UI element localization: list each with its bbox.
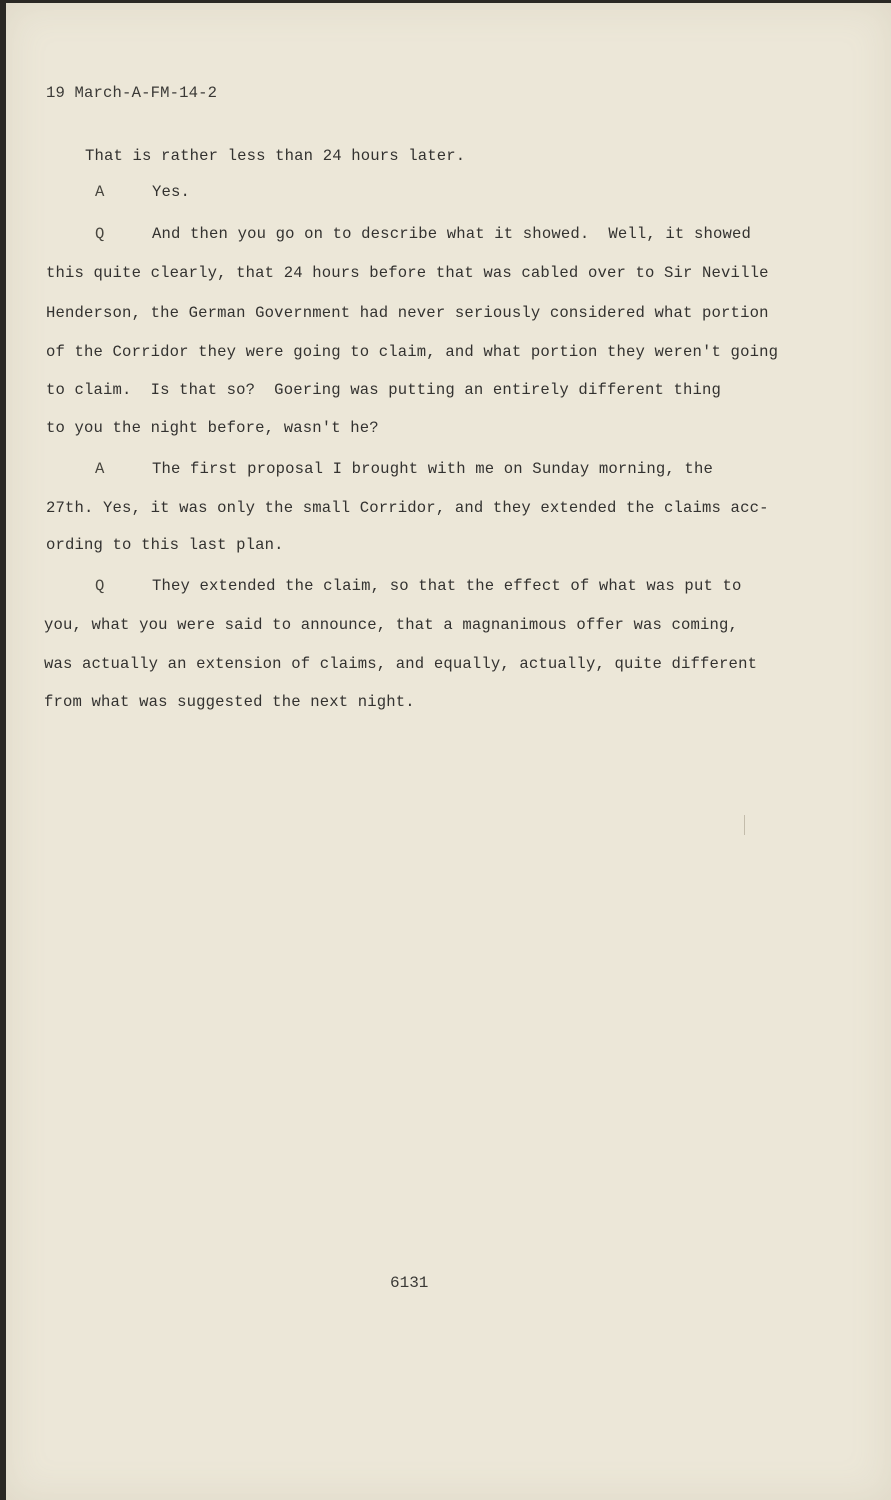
page-number: 6131 [390,1274,429,1292]
paragraph-5-line-4: from what was suggested the next night. [44,693,415,711]
speaker-tag: A [95,183,105,201]
paragraph-3-line-6: to you the night before, wasn't he? [46,419,379,437]
speaker-tag: Q [95,577,105,595]
paragraph-3-line-5: to claim. Is that so? Goering was putting an entirely different thing [46,381,722,399]
paragraph-3-line-1: And then you go on to describe what it showed. Well, it showed [152,225,751,243]
paper-mark [744,815,745,835]
paragraph-3-line-3: Henderson, the German Government had never seriously considered what portion [46,304,769,322]
paragraph-5-line-3: was actually an extension of claims, and equally, actually, quite different [44,655,758,673]
paragraph-5-line-1: They extended the claim, so that the effect of what was put to [152,577,742,595]
paragraph-2-line-1: Yes. [152,183,191,201]
paragraph-5-line-2: you, what you were said to announce, that a magnanimous offer was coming, [44,616,739,634]
paragraph-4-line-2: 27th. Yes, it was only the small Corridor, and they extended the claims acc- [46,499,769,517]
document-header: 19 March-A-FM-14-2 [46,84,218,102]
paragraph-1-line-1: That is rather less than 24 hours later. [85,147,466,165]
paragraph-4-line-3: ording to this last plan. [46,536,284,554]
paragraph-3-line-2: this quite clearly, that 24 hours before that was cabled over to Sir Neville [46,264,769,282]
speaker-tag: A [95,460,105,478]
document-page [6,3,891,1500]
paragraph-3-line-4: of the Corridor they were going to claim, and what portion they weren't going [46,343,779,361]
speaker-tag: Q [95,225,105,243]
paragraph-4-line-1: The first proposal I brought with me on Sunday morning, the [152,460,713,478]
